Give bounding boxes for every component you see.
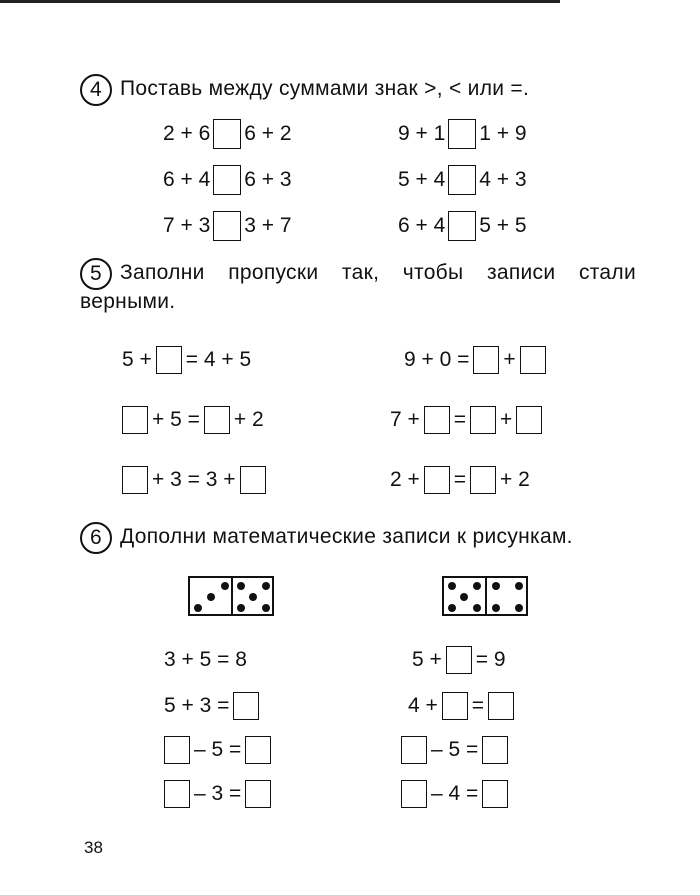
compare-row: 5 + 4 4 + 3 — [398, 164, 527, 196]
equation-row: + 3 = 3 + — [118, 464, 270, 496]
domino-dot — [448, 604, 456, 612]
domino-dot — [515, 582, 523, 590]
task-number-circle: 6 — [80, 522, 112, 554]
domino-dot — [237, 604, 245, 612]
answer-box[interactable] — [156, 346, 182, 374]
task-number-circle: 5 — [80, 258, 112, 290]
page-number: 38 — [84, 838, 103, 857]
domino-dot — [262, 604, 270, 612]
equation-row: 5 + 3 = — [164, 690, 263, 722]
answer-box[interactable] — [213, 165, 241, 195]
equation-row: + 5 = + 2 — [118, 404, 264, 436]
compare-row: 7 + 3 3 + 7 — [163, 210, 292, 242]
answer-box[interactable] — [401, 780, 427, 808]
answer-box[interactable] — [424, 406, 450, 434]
answer-box[interactable] — [204, 406, 230, 434]
domino-dot — [448, 582, 456, 590]
answer-box[interactable] — [482, 736, 508, 764]
domino-dot — [237, 582, 245, 590]
answer-box[interactable] — [164, 736, 190, 764]
answer-box[interactable] — [446, 646, 472, 674]
domino-right — [442, 576, 528, 616]
equation-row: – 5 = — [397, 734, 512, 766]
task-6-instruction: Дополни математические записи к рисункам. — [120, 525, 573, 548]
answer-box[interactable] — [448, 119, 476, 149]
answer-box[interactable] — [482, 780, 508, 808]
answer-box[interactable] — [448, 165, 476, 195]
task-4-instruction: Поставь между суммами знак >, < или =. — [120, 77, 530, 100]
task-number-circle: 4 — [80, 74, 112, 106]
answer-box[interactable] — [516, 406, 542, 434]
equation-row: – 3 = — [160, 778, 275, 810]
answer-box[interactable] — [442, 692, 468, 720]
domino-dot — [207, 593, 215, 601]
answer-box[interactable] — [520, 346, 546, 374]
answer-box[interactable] — [122, 466, 148, 494]
domino-dot — [194, 604, 202, 612]
answer-box[interactable] — [245, 780, 271, 808]
equation-row: 9 + 0 = + — [404, 344, 550, 376]
domino-dot — [249, 593, 257, 601]
domino-half-five — [444, 578, 485, 614]
compare-row: 9 + 1 1 + 9 — [398, 118, 527, 150]
domino-left — [188, 576, 274, 616]
answer-box[interactable] — [164, 780, 190, 808]
answer-box[interactable] — [448, 211, 476, 241]
answer-box[interactable] — [470, 466, 496, 494]
task-6-header — [80, 522, 573, 554]
domino-dot — [492, 582, 500, 590]
equation-row: 5 + = 4 + 5 — [122, 344, 251, 376]
equation-row: 7 + = + — [390, 404, 546, 436]
task-5-instruction: Заполни пропуски так, чтобы записи стали верными. — [80, 261, 636, 313]
equation-row: – 5 = — [160, 734, 275, 766]
domino-half-five — [231, 578, 272, 614]
equation-row: 3 + 5 = 8 — [164, 648, 247, 671]
equation-row: 4 + = — [408, 690, 518, 722]
answer-box[interactable] — [424, 466, 450, 494]
domino-dot — [473, 582, 481, 590]
answer-box[interactable] — [245, 736, 271, 764]
domino-half-four — [485, 578, 526, 614]
domino-dot — [473, 604, 481, 612]
domino-dot — [262, 582, 270, 590]
answer-box[interactable] — [470, 406, 496, 434]
domino-dot — [221, 582, 229, 590]
equation-row: 2 + = + 2 — [390, 464, 530, 496]
domino-half-three — [190, 578, 231, 614]
equation-row: – 4 = — [397, 778, 512, 810]
answer-box[interactable] — [233, 692, 259, 720]
answer-box[interactable] — [122, 406, 148, 434]
answer-box[interactable] — [240, 466, 266, 494]
answer-box[interactable] — [473, 346, 499, 374]
answer-box[interactable] — [213, 119, 241, 149]
answer-box[interactable] — [488, 692, 514, 720]
compare-row: 2 + 6 6 + 2 — [163, 118, 292, 150]
answer-box[interactable] — [401, 736, 427, 764]
equation-row: 5 + = 9 — [412, 644, 506, 676]
domino-dot — [460, 593, 468, 601]
domino-dot — [492, 604, 500, 612]
compare-row: 6 + 4 6 + 3 — [163, 164, 292, 196]
domino-dot — [515, 604, 523, 612]
top-rule — [0, 0, 560, 3]
answer-box[interactable] — [213, 211, 241, 241]
task-4-header — [80, 74, 529, 106]
compare-row: 6 + 4 5 + 5 — [398, 210, 527, 242]
